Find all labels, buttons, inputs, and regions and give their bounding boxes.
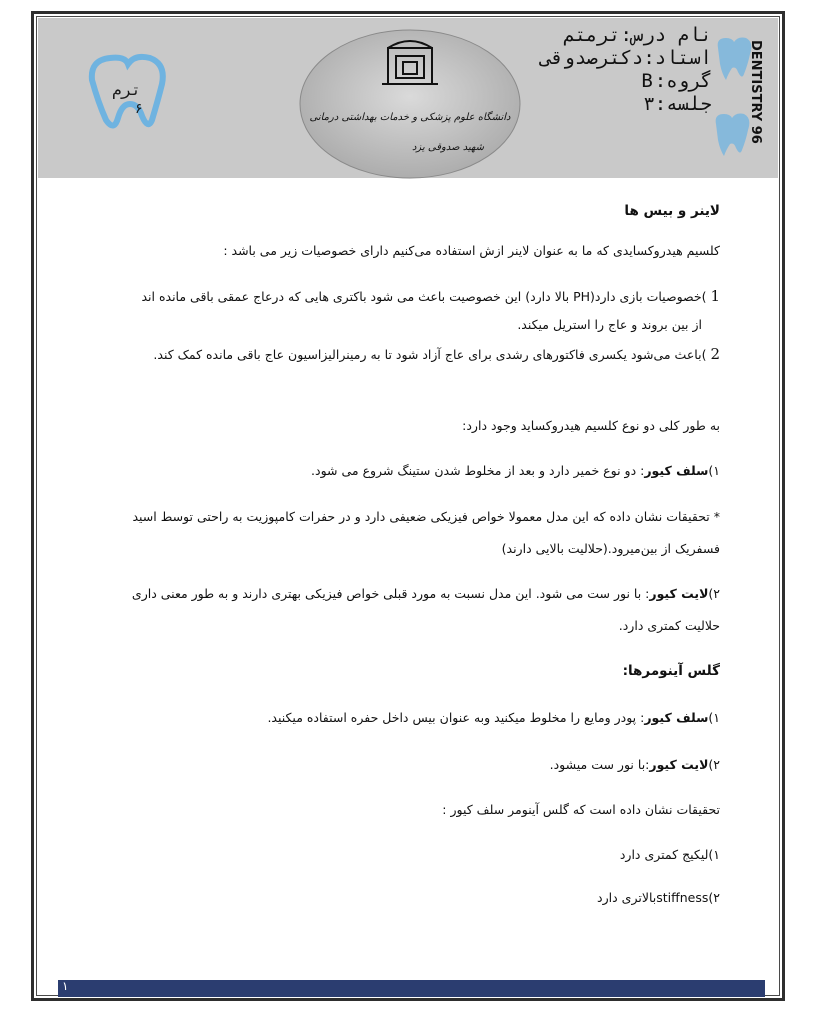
item-1-line-1: 1 )خصوصیات بازی دارد(PH بالا دارد) این خصوصیت باعث می شود باکتری هایی که درعاج عمقی باقی مانده اند <box>141 287 720 305</box>
self-cure-item: ۱)سلف کیور: دو نوع خمیر دارد و بعد از مخلوط شدن ستینگ شروع می شود. <box>311 463 720 478</box>
gi-light-cure-item: ۲)لایت کیور:با نور ست میشود. <box>549 757 720 772</box>
item-2: 2 )باعث می‌شود یکسری فاکتورهای رشدی برای عاج آزاد شود تا به رمینرالیزاسیون عاج باقی مانده کمک کند. <box>153 345 720 363</box>
term-label: ترم <box>112 80 141 99</box>
gi-light-cure-label: لایت کیور <box>649 757 709 772</box>
light-cure-line-2: حلالیت کمتری دارد. <box>618 618 720 633</box>
intro-paragraph: کلسیم هیدروکسایدی که ما به عنوان لاینر ازش استفاده می‌کنیم دارای خصوصیات زیر می باشد : <box>223 243 720 258</box>
dentistry-text: DENTISTRY 96 <box>748 40 763 144</box>
section-title-liners: لاینر و بیس ها <box>624 203 720 219</box>
item-1-line-2: از بین بروند و عاج را استریل میکند. <box>517 317 702 332</box>
item-2-number: 2 <box>710 345 720 363</box>
light-cure-label: لایت کیور <box>649 586 709 601</box>
research-item-2: ۲)stiffnessبالاتری دارد <box>597 890 720 905</box>
research-intro: تحقیقات نشان داده است که گلس آینومر سلف کیور : <box>442 802 720 817</box>
note-line-1: * تحقیقات نشان داده که این مدل معمولا خواص فیزیکی ضعیفی دارد و در حفرات کامپوزیت به راحتی توسط اسید <box>132 509 720 524</box>
research-item-1: ۱)لیکیج کمتری دارد <box>619 847 720 862</box>
dentistry-96-logo <box>708 34 770 164</box>
group-name: گروه:B <box>641 70 712 92</box>
course-name: نام درس:ترمتم <box>563 24 712 46</box>
note-line-2: فسفریک از بین‌میرود.(حلالیت بالایی دارند) <box>501 541 720 556</box>
page-number: ۱ <box>62 979 69 993</box>
seal-text-1: دانشگاه علوم پزشکی و خدمات بهداشتی درمانی <box>309 112 511 123</box>
item-1-number: 1 <box>710 287 720 305</box>
types-intro: به طور کلی دو نوع کلسیم هیدروکساید وجود دارد: <box>462 418 720 433</box>
section-title-glass-ionomer: گلس آینومرها: <box>622 663 720 679</box>
footer-bar <box>58 980 765 997</box>
light-cure-item: ۲)لایت کیور: با نور ست می شود. این مدل نسبت به مورد قبلی خواص فیزیکی بهتری دارند و به طور معنی داری <box>131 586 720 601</box>
course-info <box>540 24 712 116</box>
session-number: جلسه:۳ <box>643 93 712 115</box>
teacher-name: استاد:دکترصدوقی <box>540 47 712 69</box>
term-number: ۶ <box>135 101 143 117</box>
self-cure-label: سلف کیور <box>644 463 709 478</box>
university-seal-logo <box>298 28 522 180</box>
seal-text-2: شهید صدوقی یزد <box>411 142 485 153</box>
gi-self-cure-label: سلف کیور <box>644 710 709 725</box>
gi-self-cure-item: ۱)سلف کیور: پودر ومایع را مخلوط میکنید وبه عنوان بیس داخل حفره استفاده میکنید. <box>267 710 720 725</box>
